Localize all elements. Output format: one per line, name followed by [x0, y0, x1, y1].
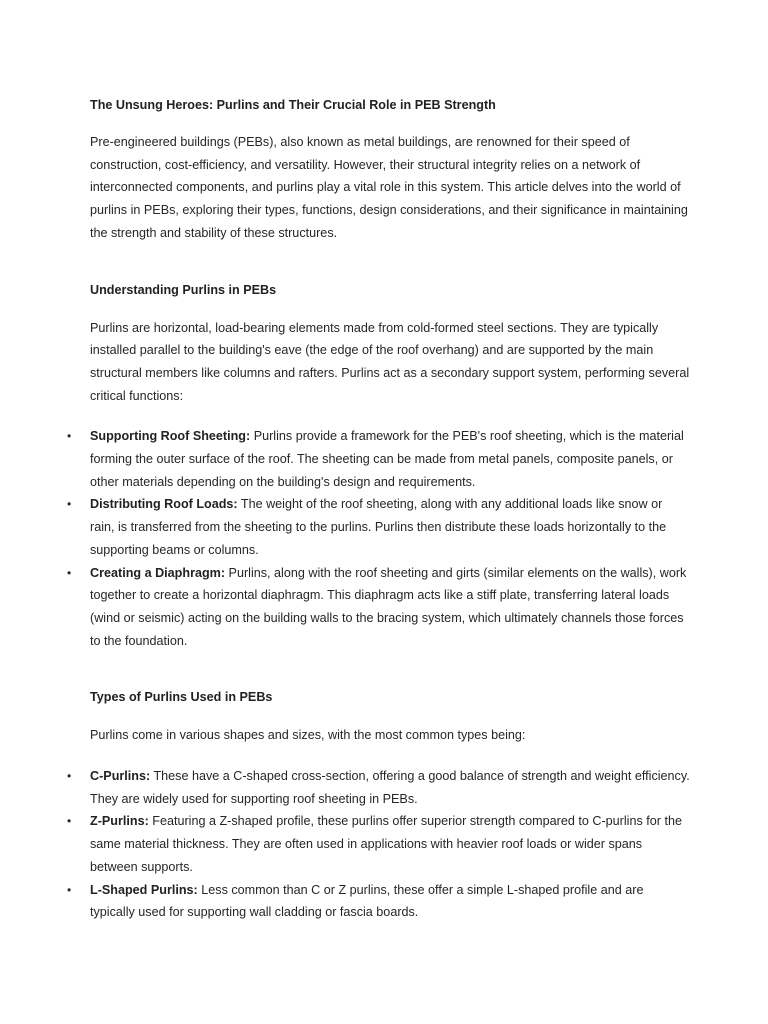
bullet-icon: • — [67, 497, 72, 512]
bullet-icon: • — [67, 814, 72, 829]
article-title: The Unsung Heroes: Purlins and Their Crucial Role in PEB Strength — [90, 98, 496, 112]
intro-paragraph: Pre-engineered buildings (PEBs), also known as metal buildings, are renowned for their speed of construction, cost-efficiency, and versatility. However, their structural integrity relies on a network of interconnected components, and purlins play a vital role in this system. This article delves into the world of purlins in PEBs, exploring their types, functions, design considerations, and their significance in maintaining the strength and stability of these structures. — [90, 135, 688, 240]
list-item — [67, 810, 690, 878]
list-item — [67, 493, 690, 561]
bullet-icon: • — [67, 882, 72, 897]
bullet-icon: • — [67, 769, 72, 784]
section-heading-understanding: Understanding Purlins in PEBs — [90, 282, 277, 297]
list-item-label: Supporting Roof Sheeting: — [90, 429, 251, 444]
list-item — [67, 879, 690, 924]
section-paragraph-types: Purlins come in various shapes and sizes, with the most common types being: — [90, 728, 526, 743]
list-item — [67, 425, 690, 493]
list-item-label: Z-Purlins: — [90, 814, 149, 829]
list-item-label: Distributing Roof Loads: — [90, 497, 238, 512]
section-heading-types: Types of Purlins Used in PEBs — [90, 690, 273, 705]
list-item-text: These have a C-shaped cross-section, offering a good balance of strength and weight efficiency. They are widely used for supporting roof sheeting in PEBs. — [90, 769, 690, 806]
list-item — [67, 562, 690, 653]
functions-list — [67, 425, 690, 652]
document-page — [67, 96, 690, 924]
list-item — [67, 765, 690, 810]
list-item-text: Featuring a Z-shaped profile, these purlins offer superior strength compared to C-purlins for the same material thickness. They are often used in applications with heavier roof loads or wider spans between supports. — [90, 814, 682, 874]
list-item-label: L-Shaped Purlins: — [90, 882, 198, 897]
list-item-text: The weight of the roof sheeting, along with any additional loads like snow or rain, is transferred from the sheeting to the purlins. Purlins then distribute these loads horizontally to the supporting beams or columns. — [90, 497, 667, 557]
list-item-label: Creating a Diaphragm: — [90, 565, 226, 580]
bullet-icon: • — [67, 565, 72, 580]
bullet-icon: • — [67, 429, 72, 444]
section-paragraph-understanding: Purlins are horizontal, load-bearing elements made from cold-formed steel sections. They are typically installed parallel to the building's eave (the edge of the roof overhang) and are supported by the main structural members like columns and rafters. Purlins act as a secondary support system, performing several critical functions: — [90, 320, 690, 403]
list-item-text: Purlins provide a framework for the PEB's roof sheeting, which is the material forming the outer surface of the roof. The sheeting can be made from metal panels, composite panels, or other materials depending on the building's design and requirements. — [90, 429, 684, 489]
list-item-text: Less common than C or Z purlins, these offer a simple L-shaped profile and are typically used for supporting wall cladding or fascia boards. — [90, 882, 644, 920]
list-item-text: Purlins, along with the roof sheeting and girts (similar elements on the walls), work together to create a horizontal diaphragm. This diaphragm acts like a stiff plate, transferring lateral loads (wind or seismic) acting on the building walls to the bracing system, which ultimately channels those forces to the foundation. — [90, 565, 687, 648]
list-item-label: C-Purlins: — [90, 769, 151, 784]
types-list — [67, 765, 690, 924]
